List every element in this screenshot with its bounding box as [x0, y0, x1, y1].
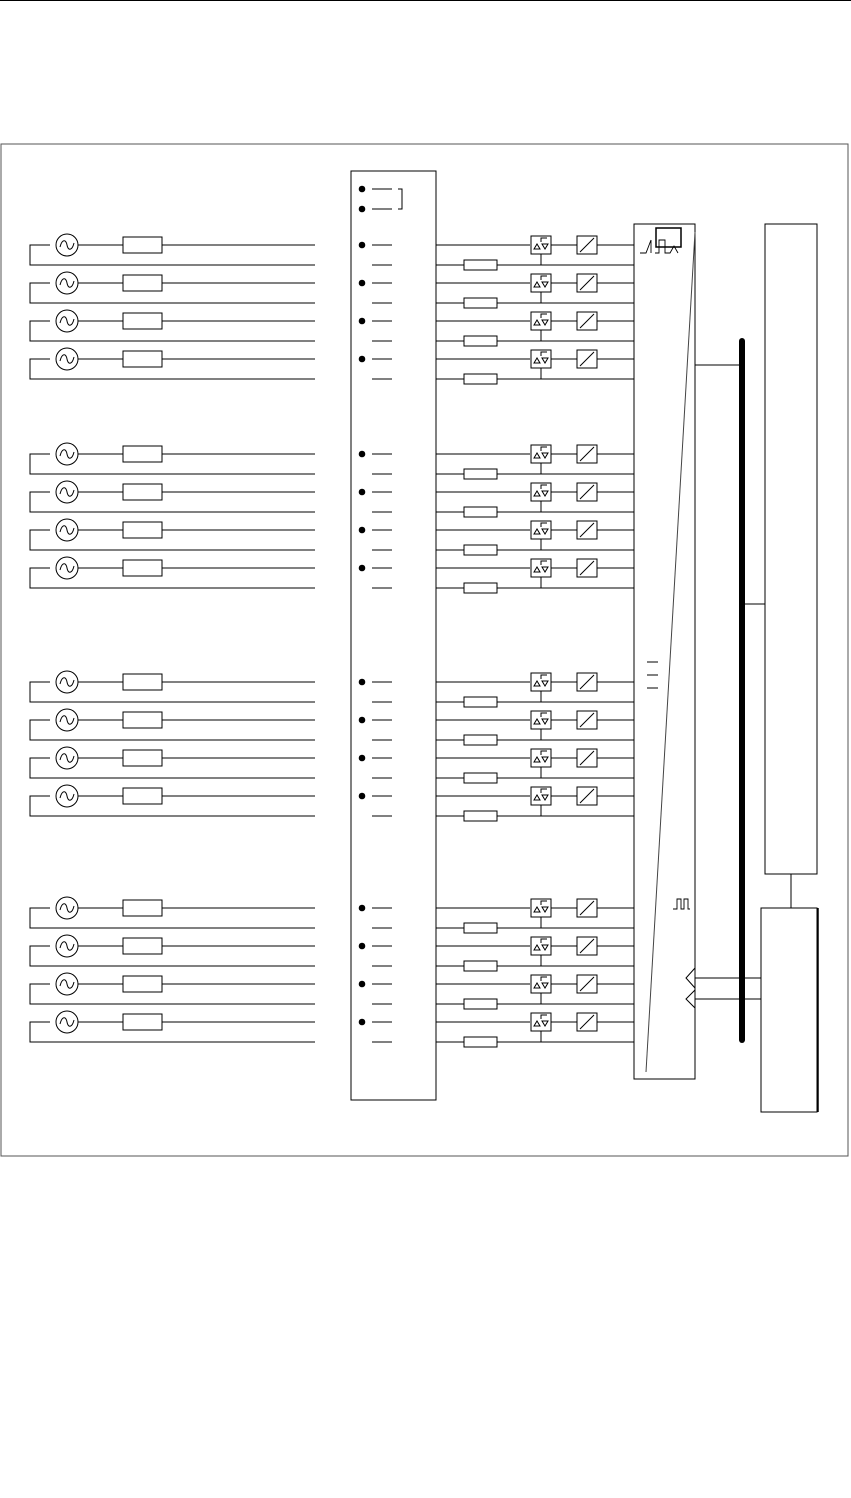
fuse-icon	[464, 735, 497, 745]
terminal-dot	[359, 451, 365, 457]
fuse-icon	[464, 298, 497, 308]
fuse-icon	[464, 469, 497, 479]
fuse-icon	[464, 961, 497, 971]
fuse-icon	[464, 999, 497, 1009]
fuse-icon	[464, 1037, 497, 1047]
resistor-icon	[123, 484, 162, 500]
sine-wave	[60, 279, 74, 288]
return-wire	[30, 720, 315, 740]
return-wire	[30, 454, 315, 474]
fuse-icon	[464, 811, 497, 821]
terminal-dot	[359, 1019, 365, 1025]
multiplexer-block	[634, 224, 695, 1079]
return-wire	[30, 682, 315, 702]
tick-marks	[647, 662, 658, 688]
channel-row	[30, 348, 634, 384]
channel-row	[30, 935, 634, 971]
resistor-icon	[123, 446, 162, 462]
aux-terminal-dot	[359, 186, 365, 192]
connector-chevron-icon	[686, 990, 695, 1008]
terminal-dot	[359, 565, 365, 571]
return-wire	[30, 530, 315, 550]
resistor-icon	[123, 750, 162, 766]
sine-wave	[60, 1018, 74, 1027]
terminal-block	[351, 171, 436, 1100]
channel-row	[30, 443, 634, 479]
sine-wave	[60, 241, 74, 250]
sine-wave	[60, 526, 74, 535]
resistor-icon	[123, 351, 162, 367]
connector-chevron-icon	[686, 968, 695, 988]
processor-block	[765, 224, 817, 874]
sine-wave	[60, 450, 74, 459]
return-wire	[30, 321, 315, 341]
pulse-clock-icon	[673, 899, 690, 909]
channel-row	[30, 747, 634, 783]
terminal-dot	[359, 280, 365, 286]
aux-terminal-dot	[359, 206, 365, 212]
fuse-icon	[464, 773, 497, 783]
sine-wave	[60, 564, 74, 573]
channel-row	[30, 557, 634, 593]
channel-row	[30, 519, 634, 555]
terminal-dot	[359, 905, 365, 911]
terminal-dot	[359, 943, 365, 949]
bracket-symbol	[398, 189, 402, 209]
channel-row	[30, 272, 634, 308]
fuse-icon	[464, 583, 497, 593]
resistor-icon	[123, 313, 162, 329]
return-wire	[30, 1022, 315, 1042]
return-wire	[30, 359, 315, 379]
fuse-icon	[464, 374, 497, 384]
terminal-dot	[359, 527, 365, 533]
channel-row	[30, 1011, 634, 1047]
return-wire	[30, 758, 315, 778]
channel-row	[30, 671, 634, 707]
terminal-dot	[359, 981, 365, 987]
return-wire	[30, 946, 315, 966]
fuse-icon	[464, 336, 497, 346]
resistor-icon	[123, 788, 162, 804]
resistor-icon	[123, 976, 162, 992]
terminal-dot	[359, 318, 365, 324]
fuse-icon	[464, 923, 497, 933]
return-wire	[30, 796, 315, 816]
sine-wave	[60, 980, 74, 989]
resistor-icon	[123, 900, 162, 916]
sine-wave	[60, 317, 74, 326]
terminal-dot	[359, 242, 365, 248]
terminal-dot	[359, 793, 365, 799]
sine-wave	[60, 754, 74, 763]
terminal-dot	[359, 489, 365, 495]
return-wire	[30, 984, 315, 1004]
fuse-icon	[464, 260, 497, 270]
channel-row	[30, 481, 634, 517]
sine-wave	[60, 716, 74, 725]
channel-row	[30, 897, 634, 933]
return-wire	[30, 245, 315, 265]
terminal-dot	[359, 356, 365, 362]
aux-terminals	[359, 186, 402, 212]
resistor-icon	[123, 237, 162, 253]
interface-block	[761, 908, 817, 1112]
sine-wave	[60, 488, 74, 497]
channel-row	[30, 310, 634, 346]
resistor-icon	[123, 560, 162, 576]
fuse-icon	[464, 507, 497, 517]
resistor-icon	[123, 712, 162, 728]
terminal-dot	[359, 679, 365, 685]
return-wire	[30, 283, 315, 303]
sine-wave	[60, 678, 74, 687]
sine-wave	[60, 904, 74, 913]
return-wire	[30, 908, 315, 928]
resistor-icon	[123, 275, 162, 291]
multiplexer-diagonal	[646, 232, 695, 1072]
channel-row	[30, 709, 634, 745]
terminal-dot	[359, 755, 365, 761]
return-wire	[30, 568, 315, 588]
channel-row	[30, 785, 634, 821]
channel-row	[30, 234, 634, 270]
resistor-icon	[123, 938, 162, 954]
sine-wave	[60, 792, 74, 801]
resistor-icon	[123, 522, 162, 538]
resistor-icon	[123, 1014, 162, 1030]
channel-row	[30, 973, 634, 1009]
resistor-icon	[123, 674, 162, 690]
return-wire	[30, 492, 315, 512]
sine-wave	[60, 355, 74, 364]
terminal-dot	[359, 717, 365, 723]
fuse-icon	[464, 697, 497, 707]
clock-box	[656, 228, 681, 247]
sine-wave	[60, 942, 74, 951]
fuse-icon	[464, 545, 497, 555]
